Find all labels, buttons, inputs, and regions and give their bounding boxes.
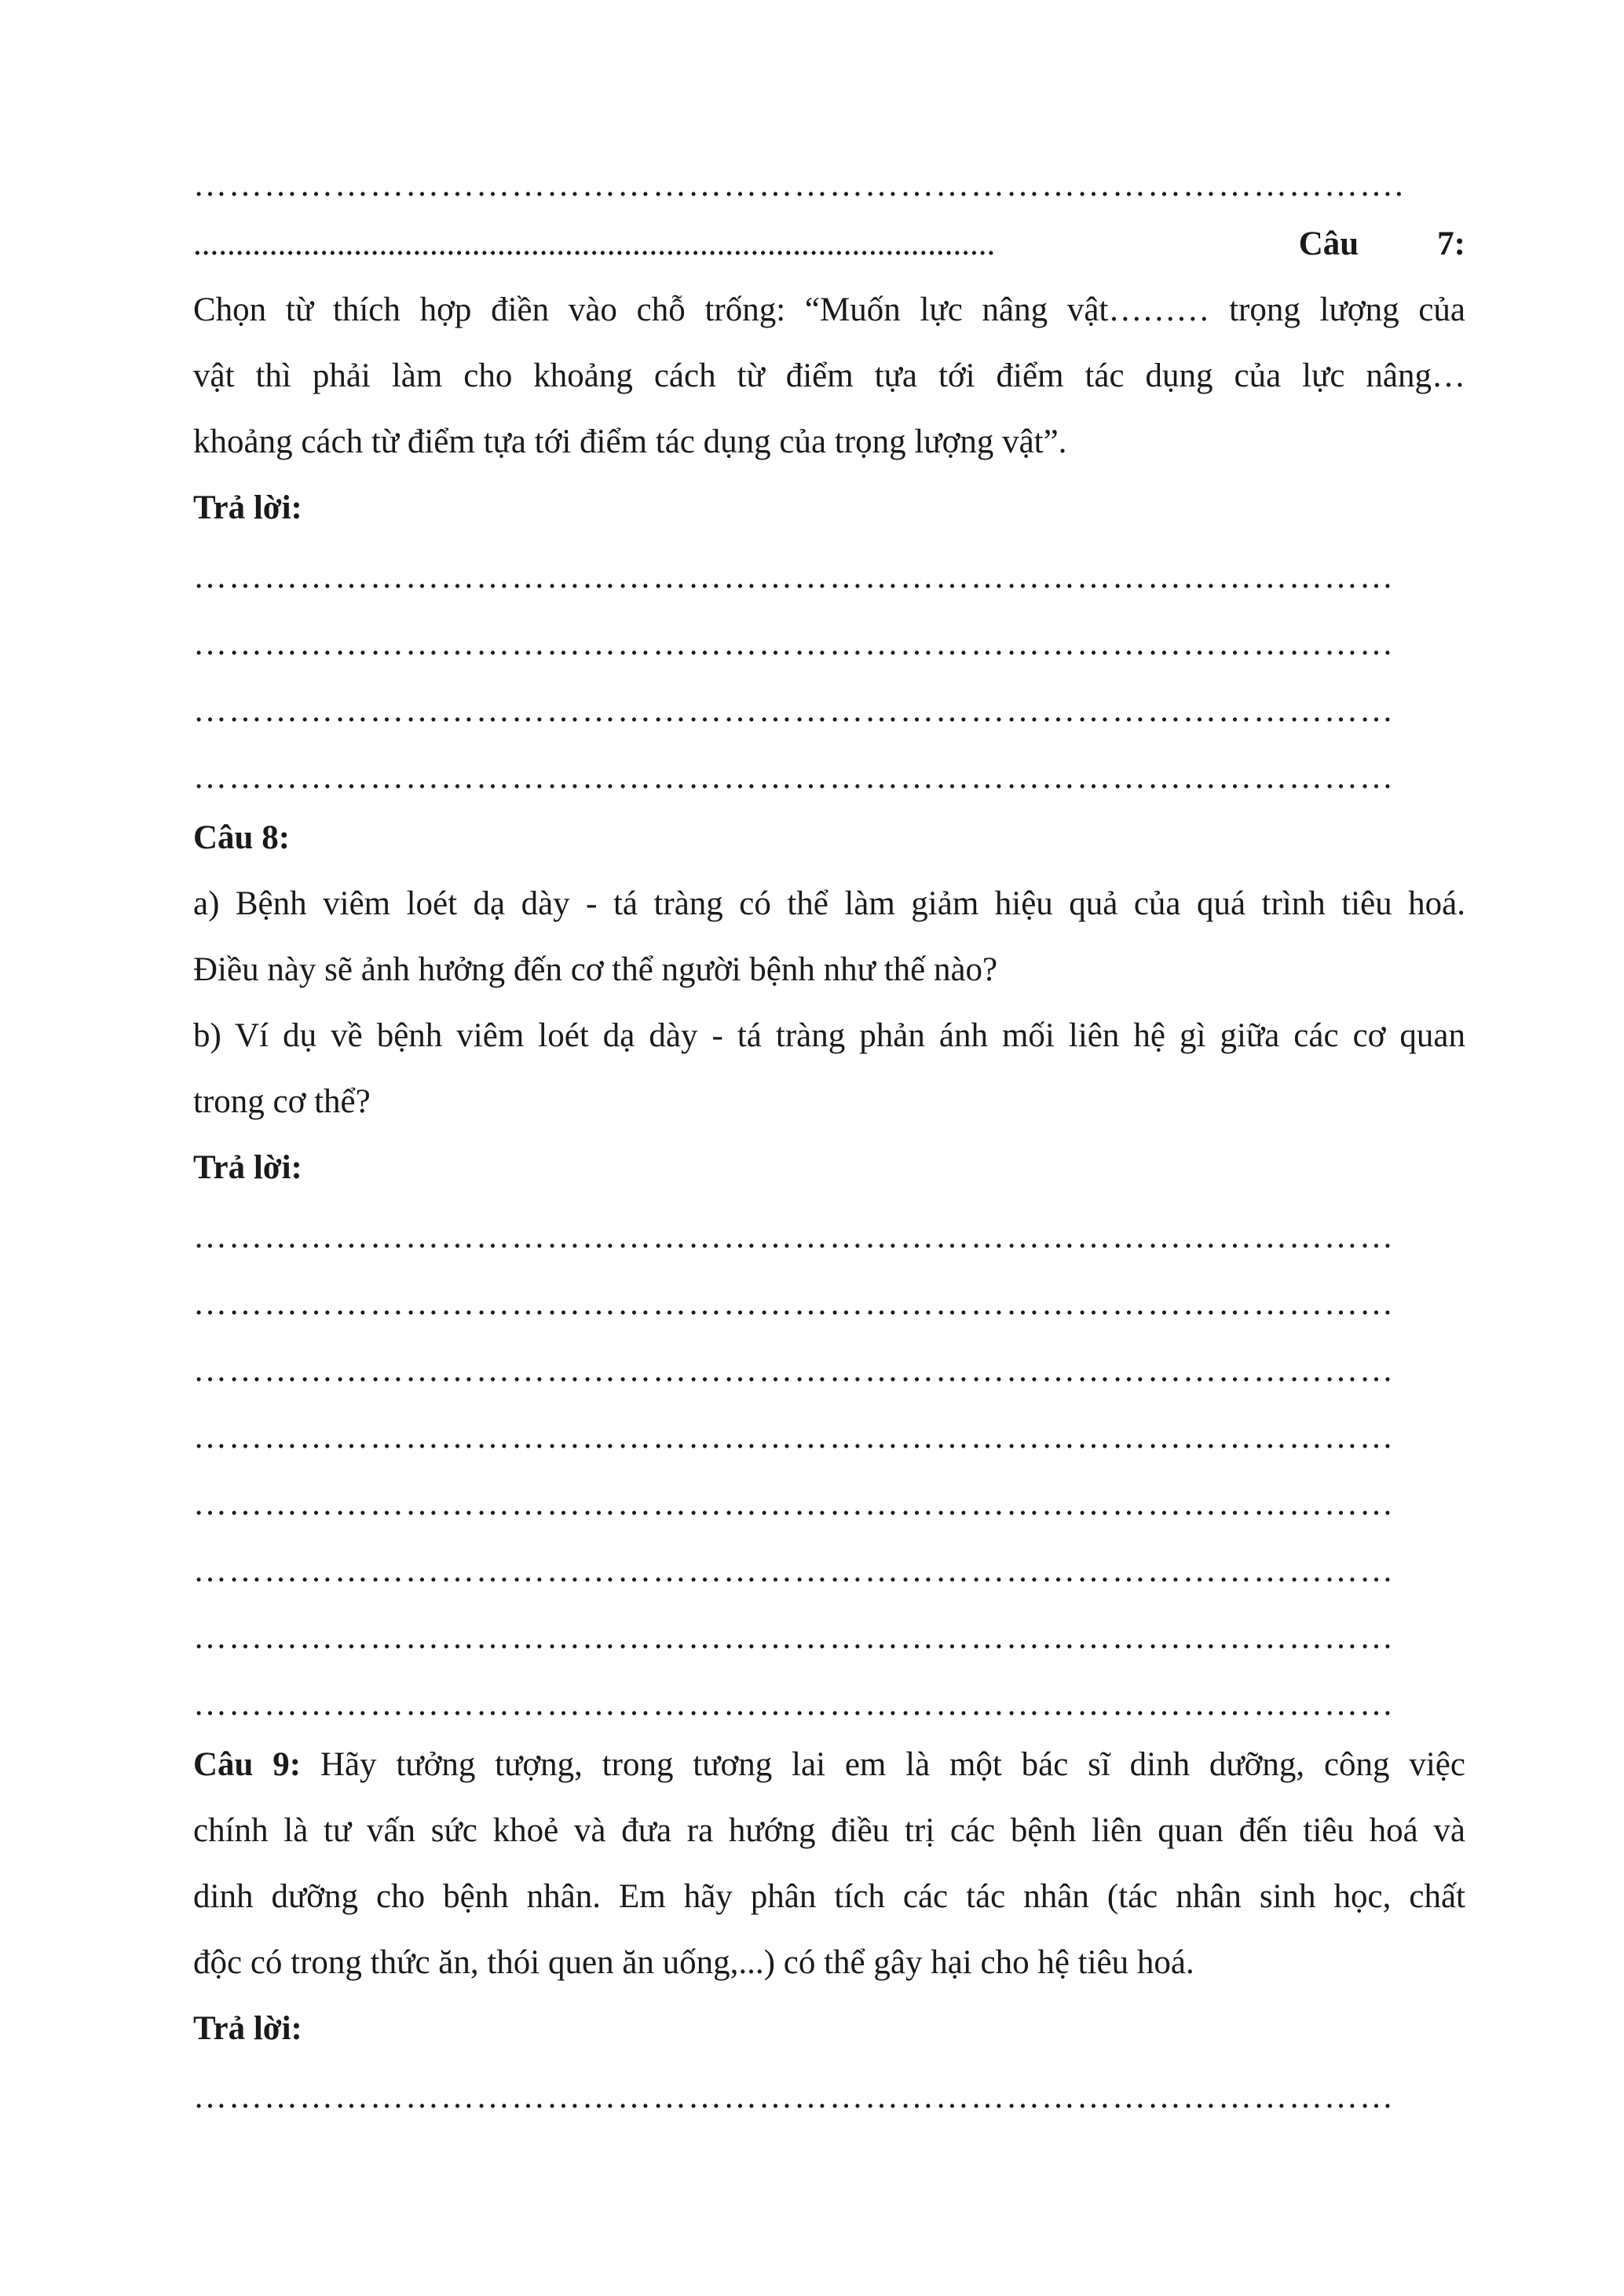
answer-line: ………………………………………………………………………………………… bbox=[193, 1485, 1395, 1522]
answer-line: ………………………………………………………………………………………… bbox=[193, 759, 1395, 796]
q8-text-line: Điều này sẽ ảnh hưởng đến cơ thể người bệnh như thế nào? bbox=[193, 951, 998, 988]
q7-text-line: khoảng cách từ điểm tựa tới điểm tác dụng của trọng lượng vật”. bbox=[193, 423, 1067, 460]
answer-line: ………………………………………………………………………………………… bbox=[193, 1285, 1395, 1322]
q7-answer-label: Trả lời: bbox=[193, 489, 302, 526]
answer-line: ………………………………………………………………………………………… bbox=[193, 1619, 1395, 1656]
q7-heading-row bbox=[193, 221, 1465, 268]
q9-text-line: chính là tư vấn sức khoẻ và đưa ra hướng điều trị các bệnh liên quan đến tiêu hoá và bbox=[193, 1812, 1465, 1849]
q7-heading: Câu 7: bbox=[1298, 225, 1465, 262]
q9-first-line bbox=[193, 1741, 1465, 1789]
q9-heading: Câu 9: bbox=[193, 1746, 302, 1783]
q8-text-line: b) Ví dụ về bệnh viêm loét dạ dày - tá tràng phản ánh mối liên hệ gì giữa các cơ quan bbox=[193, 1017, 1465, 1054]
answer-line: ………………………………………………………………………………………… bbox=[193, 1686, 1395, 1723]
answer-line: ………………………………………………………………………………………… bbox=[193, 558, 1395, 595]
q9-text: Hãy tưởng tượng, trong tương lai em là một bác sĩ dinh dưỡng, công việc bbox=[301, 1746, 1465, 1783]
answer-line: …………………………………………………………………………………………. bbox=[193, 167, 1405, 203]
answer-line: ............................................................................................... bbox=[193, 225, 996, 262]
q8-heading: Câu 8: bbox=[193, 819, 291, 856]
answer-line: ………………………………………………………………………………………… bbox=[193, 1352, 1395, 1389]
q9-text-line: dinh dưỡng cho bệnh nhân. Em hãy phân tích các tác nhân (tác nhân sinh học, chất bbox=[193, 1878, 1465, 1915]
answer-line: ………………………………………………………………………………………… bbox=[193, 625, 1395, 662]
answer-line: ………………………………………………………………………………………… bbox=[193, 2078, 1395, 2115]
q9-text-line: độc có trong thức ăn, thói quen ăn uống,...) có thể gây hại cho hệ tiêu hoá. bbox=[193, 1944, 1194, 1981]
q8-text-line: a) Bệnh viêm loét dạ dày - tá tràng có thể làm giảm hiệu quả của quá trình tiêu hoá. bbox=[193, 885, 1465, 922]
answer-line: ………………………………………………………………………………………… bbox=[193, 1419, 1395, 1456]
answer-line: ………………………………………………………………………………………… bbox=[193, 692, 1395, 729]
q7-text-line: Chọn từ thích hợp điền vào chỗ trống: “Muốn lực nâng vật……… trọng lượng của bbox=[193, 291, 1465, 328]
answer-line: ………………………………………………………………………………………… bbox=[193, 1552, 1395, 1589]
q8-answer-label: Trả lời: bbox=[193, 1149, 302, 1186]
q8-text-line: trong cơ thể? bbox=[193, 1083, 371, 1120]
q9-answer-label: Trả lời: bbox=[193, 2010, 302, 2047]
answer-line: ………………………………………………………………………………………… bbox=[193, 1218, 1395, 1255]
q7-text-line: vật thì phải làm cho khoảng cách từ điểm tựa tới điểm tác dụng của lực nâng… bbox=[193, 357, 1465, 394]
